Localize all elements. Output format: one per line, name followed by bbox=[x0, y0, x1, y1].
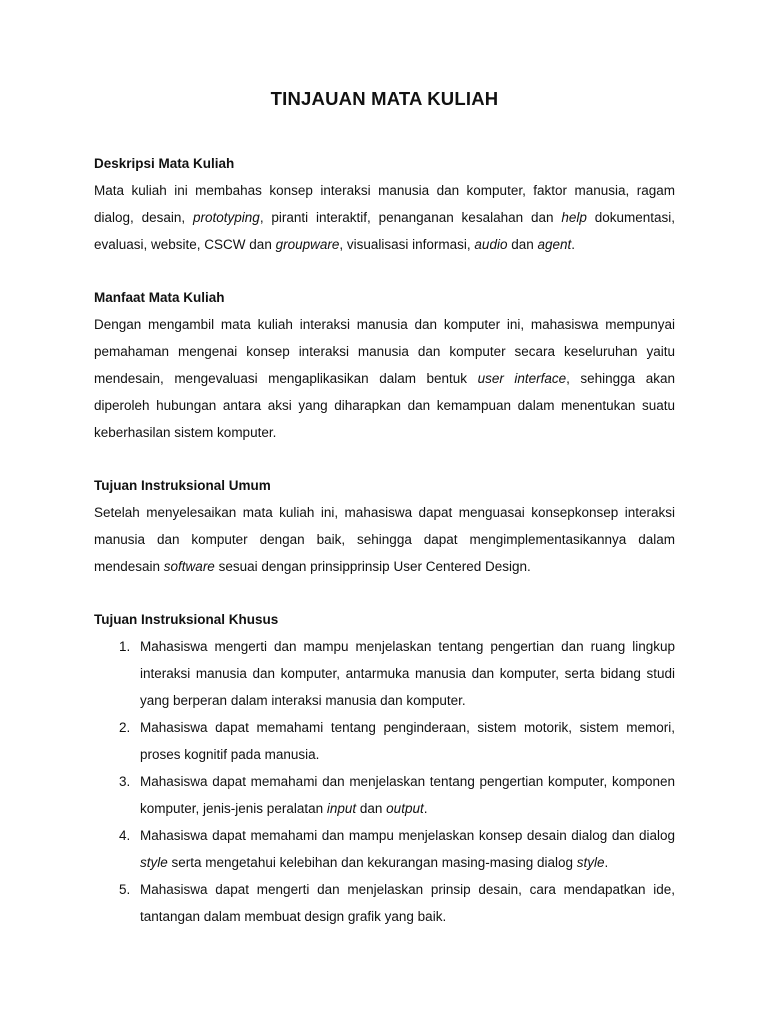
list-number: 4. bbox=[119, 828, 131, 843]
section-paragraph bbox=[94, 177, 675, 258]
list-item bbox=[94, 768, 675, 822]
text-run: Mahasiswa dapat memahami dan menjelaskan tentang pengertian komputer, komponen komputer, jenis-jenis peralatan bbox=[140, 774, 675, 816]
text-run: Mahasiswa dapat memahami dan mampu menjelaskan konsep desain dialog dan dialog bbox=[140, 828, 675, 843]
text-run: . bbox=[604, 855, 609, 870]
section-heading: Deskripsi Mata Kuliah bbox=[94, 156, 235, 171]
italic-term: style bbox=[140, 855, 168, 870]
section-paragraph bbox=[94, 311, 675, 446]
list-number: 1. bbox=[119, 639, 131, 654]
text-run: dan bbox=[356, 801, 387, 816]
section-heading: Manfaat Mata Kuliah bbox=[94, 290, 225, 305]
list-item bbox=[94, 633, 675, 714]
italic-term: input bbox=[326, 801, 357, 816]
italic-term: style bbox=[576, 855, 605, 870]
objectives-list bbox=[94, 633, 675, 930]
section-manfaat bbox=[94, 284, 675, 446]
list-number: 3. bbox=[119, 774, 131, 789]
italic-term: output bbox=[386, 801, 424, 816]
text-run: , sehingga akan diperoleh hubungan antara aksi yang diharapkan dan kemampuan dalam menentukan suatu keberhasilan sistem komputer. bbox=[94, 371, 675, 440]
text-run: , piranti interaktif, penanganan kesalahan dan bbox=[259, 210, 562, 225]
text-run: Mahasiswa dapat memahami tentang penginderaan, sistem motorik, sistem memori, proses kognitif pada manusia. bbox=[140, 720, 675, 762]
text-run: dokumentasi, evaluasi, website, CSCW dan bbox=[94, 210, 675, 252]
list-item-text bbox=[140, 822, 675, 876]
section-heading: Tujuan Instruksional Khusus bbox=[94, 612, 279, 627]
list-item-text bbox=[140, 714, 675, 768]
text-run: sesuai dengan prinsipprinsip User Centered Design. bbox=[214, 559, 531, 574]
text-run: , visualisasi informasi, bbox=[339, 237, 475, 252]
section-paragraph bbox=[94, 499, 675, 580]
list-item bbox=[94, 876, 675, 930]
list-item-text bbox=[140, 876, 675, 930]
text-run: Mata kuliah ini membahas konsep interaksi manusia dan komputer, faktor manusia, ragam dialog, desain, bbox=[94, 183, 675, 225]
italic-term: prototyping bbox=[193, 210, 260, 225]
list-item bbox=[94, 822, 675, 876]
list-item-text bbox=[140, 633, 675, 714]
text-run: Setelah menyelesaikan mata kuliah ini, mahasiswa dapat menguasai konsepkonsep interaksi manusia dan komputer dengan baik, sehingga dapat mengimplementasikannya dalam mendesain bbox=[94, 505, 675, 574]
text-run: . bbox=[423, 801, 428, 816]
italic-term: groupware bbox=[275, 237, 340, 252]
text-run: Mahasiswa dapat mengerti dan menjelaskan prinsip desain, cara mendapatkan ide, tantangan dalam membuat design grafik yang baik. bbox=[140, 882, 675, 924]
section-heading: Tujuan Instruksional Umum bbox=[94, 478, 271, 493]
text-run: serta mengetahui kelebihan dan kekurangan masing-masing dialog bbox=[167, 855, 577, 870]
document-content bbox=[94, 88, 675, 956]
text-run: Mahasiswa mengerti dan mampu menjelaskan tentang pengertian dan ruang lingkup interaksi manusia dan komputer, antarmuka manusia dan komputer, serta bidang studi yang berperan dalam interaksi manusia dan komputer. bbox=[140, 639, 675, 708]
section-tiu bbox=[94, 472, 675, 580]
italic-term: help bbox=[561, 210, 587, 225]
italic-term: user interface bbox=[477, 371, 567, 386]
italic-term: audio bbox=[474, 237, 508, 252]
text-run: . bbox=[571, 237, 576, 252]
text-run: dan bbox=[507, 237, 538, 252]
list-item bbox=[94, 714, 675, 768]
italic-term: agent bbox=[537, 237, 572, 252]
section-tik bbox=[94, 606, 675, 930]
list-number: 5. bbox=[119, 882, 131, 897]
section-deskripsi bbox=[94, 150, 675, 258]
text-run: Dengan mengambil mata kuliah interaksi manusia dan komputer ini, mahasiswa mempunyai pemahaman mengenai konsep interaksi manusia dan komputer secara keseluruhan yaitu mendesain, mengevaluasi mengaplikasikan dalam bentuk bbox=[94, 317, 675, 386]
page-title: TINJAUAN MATA KULIAH bbox=[270, 88, 499, 109]
list-number: 2. bbox=[119, 720, 131, 735]
list-item-text bbox=[140, 768, 675, 822]
italic-term: software bbox=[163, 559, 215, 574]
